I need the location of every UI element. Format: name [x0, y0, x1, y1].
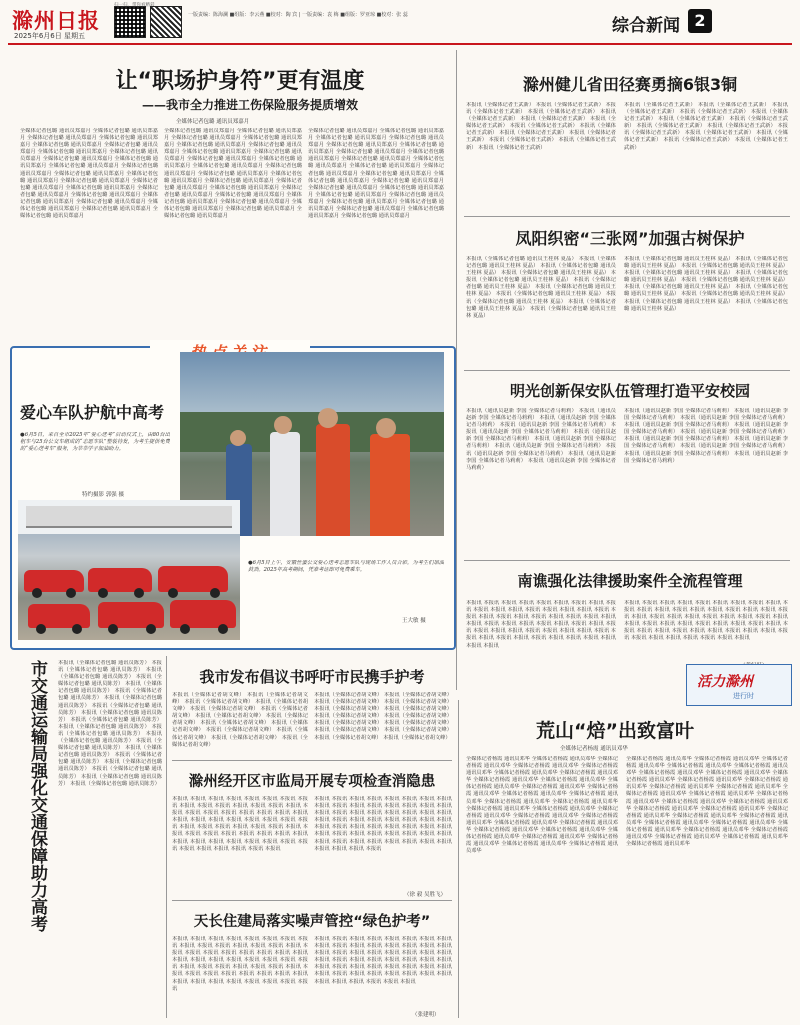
- page-number-badge: [688, 9, 712, 33]
- column-divider: [456, 50, 457, 690]
- civic-headline: 我市发布倡议书呼吁市民携手护考: [199, 668, 425, 686]
- civic-body-col-2: 本报讯（全媒体记者胡文峰） 本报讯（全媒体记者胡文峰） 本报讯（全媒体记者胡文峰） 本报讯（全媒体记者胡文峰） 本报讯（全媒体记者胡文峰） 本报讯（全媒体记者胡文峰） 本报讯（全媒体记者胡文峰） 本报讯（全媒体记者胡文峰） 本报讯（全媒体记者胡文峰） 本报讯（全媒体记者胡文峰） 本报讯（全媒体记者胡文峰） 本报讯（全媒体记者胡文峰） 本报讯（全媒体记者胡文峰） 本报讯（全媒体记者胡文峰）: [314, 692, 452, 741]
- editor-credits: 一版责编：陈海澜 ■组版：李云燕 ■校对：陶 宾 | 一版责编：袁 梅 ■组版：罗亚琼 ■校对：张 蕊: [188, 12, 408, 18]
- lead-body-col-3: 全媒体记者包璐 通讯员郑嘉月 全媒体记者包璐 通讯员郑嘉月 全媒体记者包璐 通讯员郑嘉月 全媒体记者包璐 通讯员郑嘉月 全媒体记者包璐 通讯员郑嘉月 全媒体记者包璐 通讯员郑嘉月 全媒体记者包璐 通讯员郑嘉月 全媒体记者包璐 通讯员郑嘉月 全媒体记者包璐 通讯员郑嘉月 全媒体记者包璐 通讯员郑嘉月 全媒体记者包璐 通讯员郑嘉月 全媒体记者包璐 通讯员郑嘉月 全媒体记者包璐 通讯员郑嘉月 全媒体记者包璐 通讯员郑嘉月 全媒体记者包璐 通讯员郑嘉月 全媒体记者包璐 通讯员郑嘉月 全媒体记者包璐 通讯员郑嘉月 全媒体记者包璐 通讯员郑嘉月 全媒体记者包璐 通讯员郑嘉月 全媒体记者包璐 通讯员郑嘉月 全媒体记者包璐 通讯员郑嘉月 全媒体记者包璐 通讯员郑嘉月 全媒体记者包璐 通讯员郑嘉月 全媒体记者包璐 通讯员郑嘉月: [308, 128, 444, 220]
- divider: [172, 900, 452, 901]
- hot-caption: ●6月5日上午，安徽丝蛋公交爱心送考志愿车队与现场工作人员合影，为考生们加油鼓劲。2025年高考期间，凭准考证即可免费乘车。: [248, 560, 444, 574]
- sidebar-headline: 市交通运输局强化交通保障助力高考: [27, 660, 47, 932]
- masthead: [0, 0, 800, 44]
- qr-caption: 扫一扫，带你看精彩: [114, 3, 155, 8]
- zone-headline: 滁州经开区市监局开展专项检查消隐患: [188, 774, 436, 790]
- noise-body-col-1: 本报讯 本报讯 本报讯 本报讯 本报讯 本报讯 本报讯 本报讯 本报讯 本报讯 本报讯 本报讯 本报讯 本报讯 本报讯 本报讯 本报讯 本报讯 本报讯 本报讯 本报讯 本报讯 本报讯 本报讯 本报讯 本报讯 本报讯 本报讯 本报讯 本报讯 本报讯 本报讯 本报讯 本报讯 本报讯 本报讯 本报讯 本报讯 本报讯 本报讯 本报讯 本报讯 本报讯 本报讯 本报讯 本报讯 本报讯 本报讯 本报讯 本报讯 本报讯 本报讯 本报讯 本报讯: [172, 936, 308, 992]
- r3-body-col-2: 本报讯（通讯员赵新 李国 全媒体记者马莉莉） 本报讯（通讯员赵新 李国 全媒体记者马莉莉） 本报讯（通讯员赵新 李国 全媒体记者马莉莉） 本报讯（通讯员赵新 李国 全媒体记者马莉莉） 本报讯（通讯员赵新 李国 全媒体记者马莉莉） 本报讯（通讯员赵新 李国 全媒体记者马莉莉） 本报讯（通讯员赵新 李国 全媒体记者马莉莉） 本报讯（通讯员赵新 李国 全媒体记者马莉莉） 本报讯（通讯员赵新 李国 全媒体记者马莉莉） 本报讯（通讯员赵新 李国 全媒体记者马莉莉） 本报讯（通讯员赵新 李国 全媒体记者马莉莉）: [624, 408, 788, 464]
- zone-body-col-1: 本报讯 本报讯 本报讯 本报讯 本报讯 本报讯 本报讯 本报讯 本报讯 本报讯 本报讯 本报讯 本报讯 本报讯 本报讯 本报讯 本报讯 本报讯 本报讯 本报讯 本报讯 本报讯 本报讯 本报讯 本报讯 本报讯 本报讯 本报讯 本报讯 本报讯 本报讯 本报讯 本报讯 本报讯 本报讯 本报讯 本报讯 本报讯 本报讯 本报讯 本报讯 本报讯 本报讯 本报讯 本报讯 本报讯 本报讯 本报讯 本报讯 本报讯 本报讯 本报讯 本报讯 本报讯 本报讯 本报讯 本报讯 本报讯 本报讯 本报讯: [172, 796, 308, 852]
- lead-byline: 全媒体记者包璐 通讯员郑嘉月: [176, 119, 250, 125]
- noise-body-col-2: 本报讯 本报讯 本报讯 本报讯 本报讯 本报讯 本报讯 本报讯 本报讯 本报讯 本报讯 本报讯 本报讯 本报讯 本报讯 本报讯 本报讯 本报讯 本报讯 本报讯 本报讯 本报讯 本报讯 本报讯 本报讯 本报讯 本报讯 本报讯 本报讯 本报讯 本报讯 本报讯 本报讯 本报讯 本报讯 本报讯 本报讯 本报讯 本报讯 本报讯 本报讯 本报讯 本报讯 本报讯 本报讯 本报讯 本报讯 本报讯 本报讯 本报讯 本报讯 本报讯 本报讯 本报讯: [314, 936, 452, 985]
- divider: [464, 560, 790, 561]
- lead-headline: 让“职场护身符”更有温度: [115, 69, 365, 94]
- divider: [464, 216, 790, 217]
- masthead-title: 滁州日报: [12, 8, 100, 33]
- r2-body-col-1: 本报讯（全媒体记者包璐 通讯员王桂林 夏晶） 本报讯（全媒体记者包璐 通讯员王桂林 夏晶） 本报讯（全媒体记者包璐 通讯员王桂林 夏晶） 本报讯（全媒体记者包璐 通讯员王桂林 夏晶） 本报讯（全媒体记者包璐 通讯员王桂林 夏晶） 本报讯（全媒体记者包璐 通讯员王桂林 夏晶） 本报讯（全媒体记者包璐 通讯员王桂林 夏晶） 本报讯（全媒体记者包璐 通讯员王桂林 夏晶） 本报讯（全媒体记者包璐 通讯员王桂林 夏晶） 本报讯（全媒体记者包璐 通讯员王桂林 夏晶） 本报讯（全媒体记者包璐 通讯员王桂林 夏晶）: [466, 256, 616, 319]
- sidebar-body: 本报讯（全媒体记者包璐 通讯员陈芳） 本报讯（全媒体记者包璐 通讯员陈芳） 本报讯（全媒体记者包璐 通讯员陈芳） 本报讯（全媒体记者包璐 通讯员陈芳） 本报讯（全媒体记者包璐 通讯员陈芳） 本报讯（全媒体记者包璐 通讯员陈芳） 本报讯（全媒体记者包璐 通讯员陈芳） 本报讯（全媒体记者包璐 通讯员陈芳） 本报讯（全媒体记者包璐 通讯员陈芳） 本报讯（全媒体记者包璐 通讯员陈芳） 本报讯（全媒体记者包璐 通讯员陈芳） 本报讯（全媒体记者包璐 通讯员陈芳） 本报讯（全媒体记者包璐 通讯员陈芳） 本报讯（全媒体记者包璐 通讯员陈芳） 本报讯（全媒体记者包璐 通讯员陈芳） 本报讯（全媒体记者包璐 通讯员陈芳） 本报讯（全媒体记者包璐 通讯员陈芳） 本报讯（全媒体记者包璐 通讯员陈芳） 本报讯（全媒体记者包璐 通讯员陈芳） 本报讯（全媒体记者包璐 通讯员陈芳）: [58, 660, 162, 787]
- qr-code-icon: [114, 6, 146, 38]
- r1-body-col-1: 本报讯（全媒体记者王武新） 本报讯（全媒体记者王武新） 本报讯（全媒体记者王武新） 本报讯（全媒体记者王武新） 本报讯（全媒体记者王武新） 本报讯（全媒体记者王武新） 本报讯（全媒体记者王武新） 本报讯（全媒体记者王武新） 本报讯（全媒体记者王武新） 本报讯（全媒体记者王武新） 本报讯（全媒体记者王武新） 本报讯（全媒体记者王武新） 本报讯（全媒体记者王武新） 本报讯（全媒体记者王武新）: [466, 102, 616, 151]
- hot-lead: ●6月5日，来自全市2025年“爱心送考”启动仪式上，由80台出租车与25台公交车组成的“志愿车队”整装待发，为考生提供免费的“爱心送考车”服务，为莘莘学子加油助力。: [20, 432, 170, 453]
- hot-headline: 爱心车队护航中高考: [20, 403, 165, 422]
- column-badge-sub: 进行时: [733, 692, 754, 700]
- hot-credit: 特约摄影 郭强 摄: [82, 492, 124, 498]
- r4-body-col-2: 本报讯 本报讯 本报讯 本报讯 本报讯 本报讯 本报讯 本报讯 本报讯 本报讯 本报讯 本报讯 本报讯 本报讯 本报讯 本报讯 本报讯 本报讯 本报讯 本报讯 本报讯 本报讯 本报讯 本报讯 本报讯 本报讯 本报讯 本报讯 本报讯 本报讯 本报讯 本报讯 本报讯 本报讯 本报讯 本报讯 本报讯 本报讯 本报讯 本报讯 本报讯 本报讯 本报讯 本报讯 本报讯 本报讯 本报讯 本报讯 本报讯 本报讯 本报讯 本报讯 本报讯 本报讯: [624, 600, 788, 642]
- divider: [172, 760, 452, 761]
- r2-headline: 凤阳织密“三张网”加强古树保护: [515, 229, 745, 248]
- lead-body-col-1: 全媒体记者包璐 通讯员郑嘉月 全媒体记者包璐 通讯员郑嘉月 全媒体记者包璐 通讯员郑嘉月 全媒体记者包璐 通讯员郑嘉月 全媒体记者包璐 通讯员郑嘉月 全媒体记者包璐 通讯员郑嘉月 全媒体记者包璐 通讯员郑嘉月 全媒体记者包璐 通讯员郑嘉月 全媒体记者包璐 通讯员郑嘉月 全媒体记者包璐 通讯员郑嘉月 全媒体记者包璐 通讯员郑嘉月 全媒体记者包璐 通讯员郑嘉月 全媒体记者包璐 通讯员郑嘉月 全媒体记者包璐 通讯员郑嘉月 全媒体记者包璐 通讯员郑嘉月 全媒体记者包璐 通讯员郑嘉月 全媒体记者包璐 通讯员郑嘉月 全媒体记者包璐 通讯员郑嘉月 全媒体记者包璐 通讯员郑嘉月 全媒体记者包璐 通讯员郑嘉月 全媒体记者包璐 通讯员郑嘉月 全媒体记者包璐 通讯员郑嘉月 全媒体记者包璐 通讯员郑嘉月 全媒体记者包璐 通讯员郑嘉月: [20, 128, 158, 220]
- r4-body-col-1: 本报讯 本报讯 本报讯 本报讯 本报讯 本报讯 本报讯 本报讯 本报讯 本报讯 本报讯 本报讯 本报讯 本报讯 本报讯 本报讯 本报讯 本报讯 本报讯 本报讯 本报讯 本报讯 本报讯 本报讯 本报讯 本报讯 本报讯 本报讯 本报讯 本报讯 本报讯 本报讯 本报讯 本报讯 本报讯 本报讯 本报讯 本报讯 本报讯 本报讯 本报讯 本报讯 本报讯 本报讯 本报讯 本报讯 本报讯 本报讯 本报讯 本报讯 本报讯 本报讯 本报讯 本报讯: [466, 600, 616, 649]
- feature-byline: 全媒体记者杨霞 通讯员邓华: [560, 746, 628, 752]
- noise-credit: （张建明）: [412, 1012, 440, 1018]
- column-badge-title: 活力滁州: [697, 674, 753, 690]
- r1-headline: 滁州健儿省田径赛勇摘6银3铜: [522, 75, 738, 94]
- masthead-rule: [8, 43, 792, 45]
- masthead-date: 2025年6月6日 星期五: [14, 32, 85, 40]
- r4-headline: 南谯强化法律援助案件全流程管理: [517, 572, 743, 590]
- divider: [464, 370, 790, 371]
- column-badge: [686, 664, 792, 706]
- noise-headline: 天长住建局落实噪声管控“绿色护考”: [193, 914, 431, 930]
- hot-caption-credit: 王大敏 摄: [402, 618, 426, 624]
- divider: [166, 656, 167, 1018]
- taxi-fleet-photo: [18, 500, 240, 640]
- r2-body-col-2: 本报讯（全媒体记者包璐 通讯员王桂林 夏晶） 本报讯（全媒体记者包璐 通讯员王桂林 夏晶） 本报讯（全媒体记者包璐 通讯员王桂林 夏晶） 本报讯（全媒体记者包璐 通讯员王桂林 夏晶） 本报讯（全媒体记者包璐 通讯员王桂林 夏晶） 本报讯（全媒体记者包璐 通讯员王桂林 夏晶） 本报讯（全媒体记者包璐 通讯员王桂林 夏晶） 本报讯（全媒体记者包璐 通讯员王桂林 夏晶） 本报讯（全媒体记者包璐 通讯员王桂林 夏晶） 本报讯（全媒体记者包璐 通讯员王桂林 夏晶） 本报讯（全媒体记者包璐 通讯员王桂林 夏晶）: [624, 256, 788, 312]
- zone-body-col-2: 本报讯 本报讯 本报讯 本报讯 本报讯 本报讯 本报讯 本报讯 本报讯 本报讯 本报讯 本报讯 本报讯 本报讯 本报讯 本报讯 本报讯 本报讯 本报讯 本报讯 本报讯 本报讯 本报讯 本报讯 本报讯 本报讯 本报讯 本报讯 本报讯 本报讯 本报讯 本报讯 本报讯 本报讯 本报讯 本报讯 本报讯 本报讯 本报讯 本报讯 本报讯 本报讯 本报讯 本报讯 本报讯 本报讯 本报讯 本报讯 本报讯 本报讯 本报讯 本报讯 本报讯 本报讯 本报讯 本报讯 本报讯 本报讯 本报讯 本报讯: [314, 796, 452, 852]
- r3-body-col-1: 本报讯（通讯员赵新 李国 全媒体记者马莉莉） 本报讯（通讯员赵新 李国 全媒体记者马莉莉） 本报讯（通讯员赵新 李国 全媒体记者马莉莉） 本报讯（通讯员赵新 李国 全媒体记者马莉莉） 本报讯（通讯员赵新 李国 全媒体记者马莉莉） 本报讯（通讯员赵新 李国 全媒体记者马莉莉） 本报讯（通讯员赵新 李国 全媒体记者马莉莉） 本报讯（通讯员赵新 李国 全媒体记者马莉莉） 本报讯（通讯员赵新 李国 全媒体记者马莉莉） 本报讯（通讯员赵新 李国 全媒体记者马莉莉） 本报讯（通讯员赵新 李国 全媒体记者马莉莉）: [466, 408, 616, 471]
- feature-body-col-2: 全媒体记者杨霞 通讯员邓华 全媒体记者杨霞 通讯员邓华 全媒体记者杨霞 通讯员邓华 全媒体记者杨霞 通讯员邓华 全媒体记者杨霞 通讯员邓华 全媒体记者杨霞 通讯员邓华 全媒体记者杨霞 通讯员邓华 全媒体记者杨霞 通讯员邓华 全媒体记者杨霞 通讯员邓华 全媒体记者杨霞 通讯员邓华 全媒体记者杨霞 通讯员邓华 全媒体记者杨霞 通讯员邓华 全媒体记者杨霞 通讯员邓华 全媒体记者杨霞 通讯员邓华 全媒体记者杨霞 通讯员邓华 全媒体记者杨霞 通讯员邓华 全媒体记者杨霞 通讯员邓华 全媒体记者杨霞 通讯员邓华 全媒体记者杨霞 通讯员邓华 全媒体记者杨霞 通讯员邓华 全媒体记者杨霞 通讯员邓华 全媒体记者杨霞 通讯员邓华 全媒体记者杨霞 通讯员邓华 全媒体记者杨霞 通讯员邓华 全媒体记者杨霞 通讯员邓华 全媒体记者杨霞 通讯员邓华 全媒体记者杨霞 通讯员邓华 全媒体记者杨霞 通讯员邓华 全媒体记者杨霞 通讯员邓华 全媒体记者杨霞 通讯员邓华: [626, 756, 788, 848]
- civic-body-col-1: 本报讯（全媒体记者胡文峰） 本报讯（全媒体记者胡文峰） 本报讯（全媒体记者胡文峰） 本报讯（全媒体记者胡文峰） 本报讯（全媒体记者胡文峰） 本报讯（全媒体记者胡文峰） 本报讯（全媒体记者胡文峰） 本报讯（全媒体记者胡文峰） 本报讯（全媒体记者胡文峰） 本报讯（全媒体记者胡文峰） 本报讯（全媒体记者胡文峰） 本报讯（全媒体记者胡文峰） 本报讯（全媒体记者胡文峰） 本报讯（全媒体记者胡文峰）: [172, 692, 308, 748]
- lead-subhead: ——我市全力推进工伤保险服务提质增效: [141, 98, 358, 112]
- column-divider: [458, 700, 459, 1018]
- feature-body-col-1: 全媒体记者杨霞 通讯员邓华 全媒体记者杨霞 通讯员邓华 全媒体记者杨霞 通讯员邓华 全媒体记者杨霞 通讯员邓华 全媒体记者杨霞 通讯员邓华 全媒体记者杨霞 通讯员邓华 全媒体记者杨霞 通讯员邓华 全媒体记者杨霞 通讯员邓华 全媒体记者杨霞 通讯员邓华 全媒体记者杨霞 通讯员邓华 全媒体记者杨霞 通讯员邓华 全媒体记者杨霞 通讯员邓华 全媒体记者杨霞 通讯员邓华 全媒体记者杨霞 通讯员邓华 全媒体记者杨霞 通讯员邓华 全媒体记者杨霞 通讯员邓华 全媒体记者杨霞 通讯员邓华 全媒体记者杨霞 通讯员邓华 全媒体记者杨霞 通讯员邓华 全媒体记者杨霞 通讯员邓华 全媒体记者杨霞 通讯员邓华 全媒体记者杨霞 通讯员邓华 全媒体记者杨霞 通讯员邓华 全媒体记者杨霞 通讯员邓华 全媒体记者杨霞 通讯员邓华 全媒体记者杨霞 通讯员邓华 全媒体记者杨霞 通讯员邓华 全媒体记者杨霞 通讯员邓华 全媒体记者杨霞 通讯员邓华 全媒体记者杨霞 通讯员邓华: [466, 756, 618, 855]
- zone-credit: （徐 毅 吴胜飞）: [404, 892, 446, 898]
- r1-body-col-2: 本报讯（全媒体记者王武新） 本报讯（全媒体记者王武新） 本报讯（全媒体记者王武新） 本报讯（全媒体记者王武新） 本报讯（全媒体记者王武新） 本报讯（全媒体记者王武新） 本报讯（全媒体记者王武新） 本报讯（全媒体记者王武新） 本报讯（全媒体记者王武新） 本报讯（全媒体记者王武新） 本报讯（全媒体记者王武新） 本报讯（全媒体记者王武新） 本报讯（全媒体记者王武新） 本报讯（全媒体记者王武新）: [624, 102, 788, 151]
- qr-code-icon: [150, 6, 182, 38]
- r3-headline: 明光创新保安队伍管理打造平安校园: [509, 382, 750, 400]
- feature-headline: 荒山“焙”出致富叶: [536, 720, 694, 742]
- page-number: 2: [694, 11, 706, 30]
- lead-body-col-2: 全媒体记者包璐 通讯员郑嘉月 全媒体记者包璐 通讯员郑嘉月 全媒体记者包璐 通讯员郑嘉月 全媒体记者包璐 通讯员郑嘉月 全媒体记者包璐 通讯员郑嘉月 全媒体记者包璐 通讯员郑嘉月 全媒体记者包璐 通讯员郑嘉月 全媒体记者包璐 通讯员郑嘉月 全媒体记者包璐 通讯员郑嘉月 全媒体记者包璐 通讯员郑嘉月 全媒体记者包璐 通讯员郑嘉月 全媒体记者包璐 通讯员郑嘉月 全媒体记者包璐 通讯员郑嘉月 全媒体记者包璐 通讯员郑嘉月 全媒体记者包璐 通讯员郑嘉月 全媒体记者包璐 通讯员郑嘉月 全媒体记者包璐 通讯员郑嘉月 全媒体记者包璐 通讯员郑嘉月 全媒体记者包璐 通讯员郑嘉月 全媒体记者包璐 通讯员郑嘉月 全媒体记者包璐 通讯员郑嘉月 全媒体记者包璐 通讯员郑嘉月 全媒体记者包璐 通讯员郑嘉月 全媒体记者包璐 通讯员郑嘉月: [164, 128, 302, 220]
- section-title: 综合新闻: [612, 16, 680, 36]
